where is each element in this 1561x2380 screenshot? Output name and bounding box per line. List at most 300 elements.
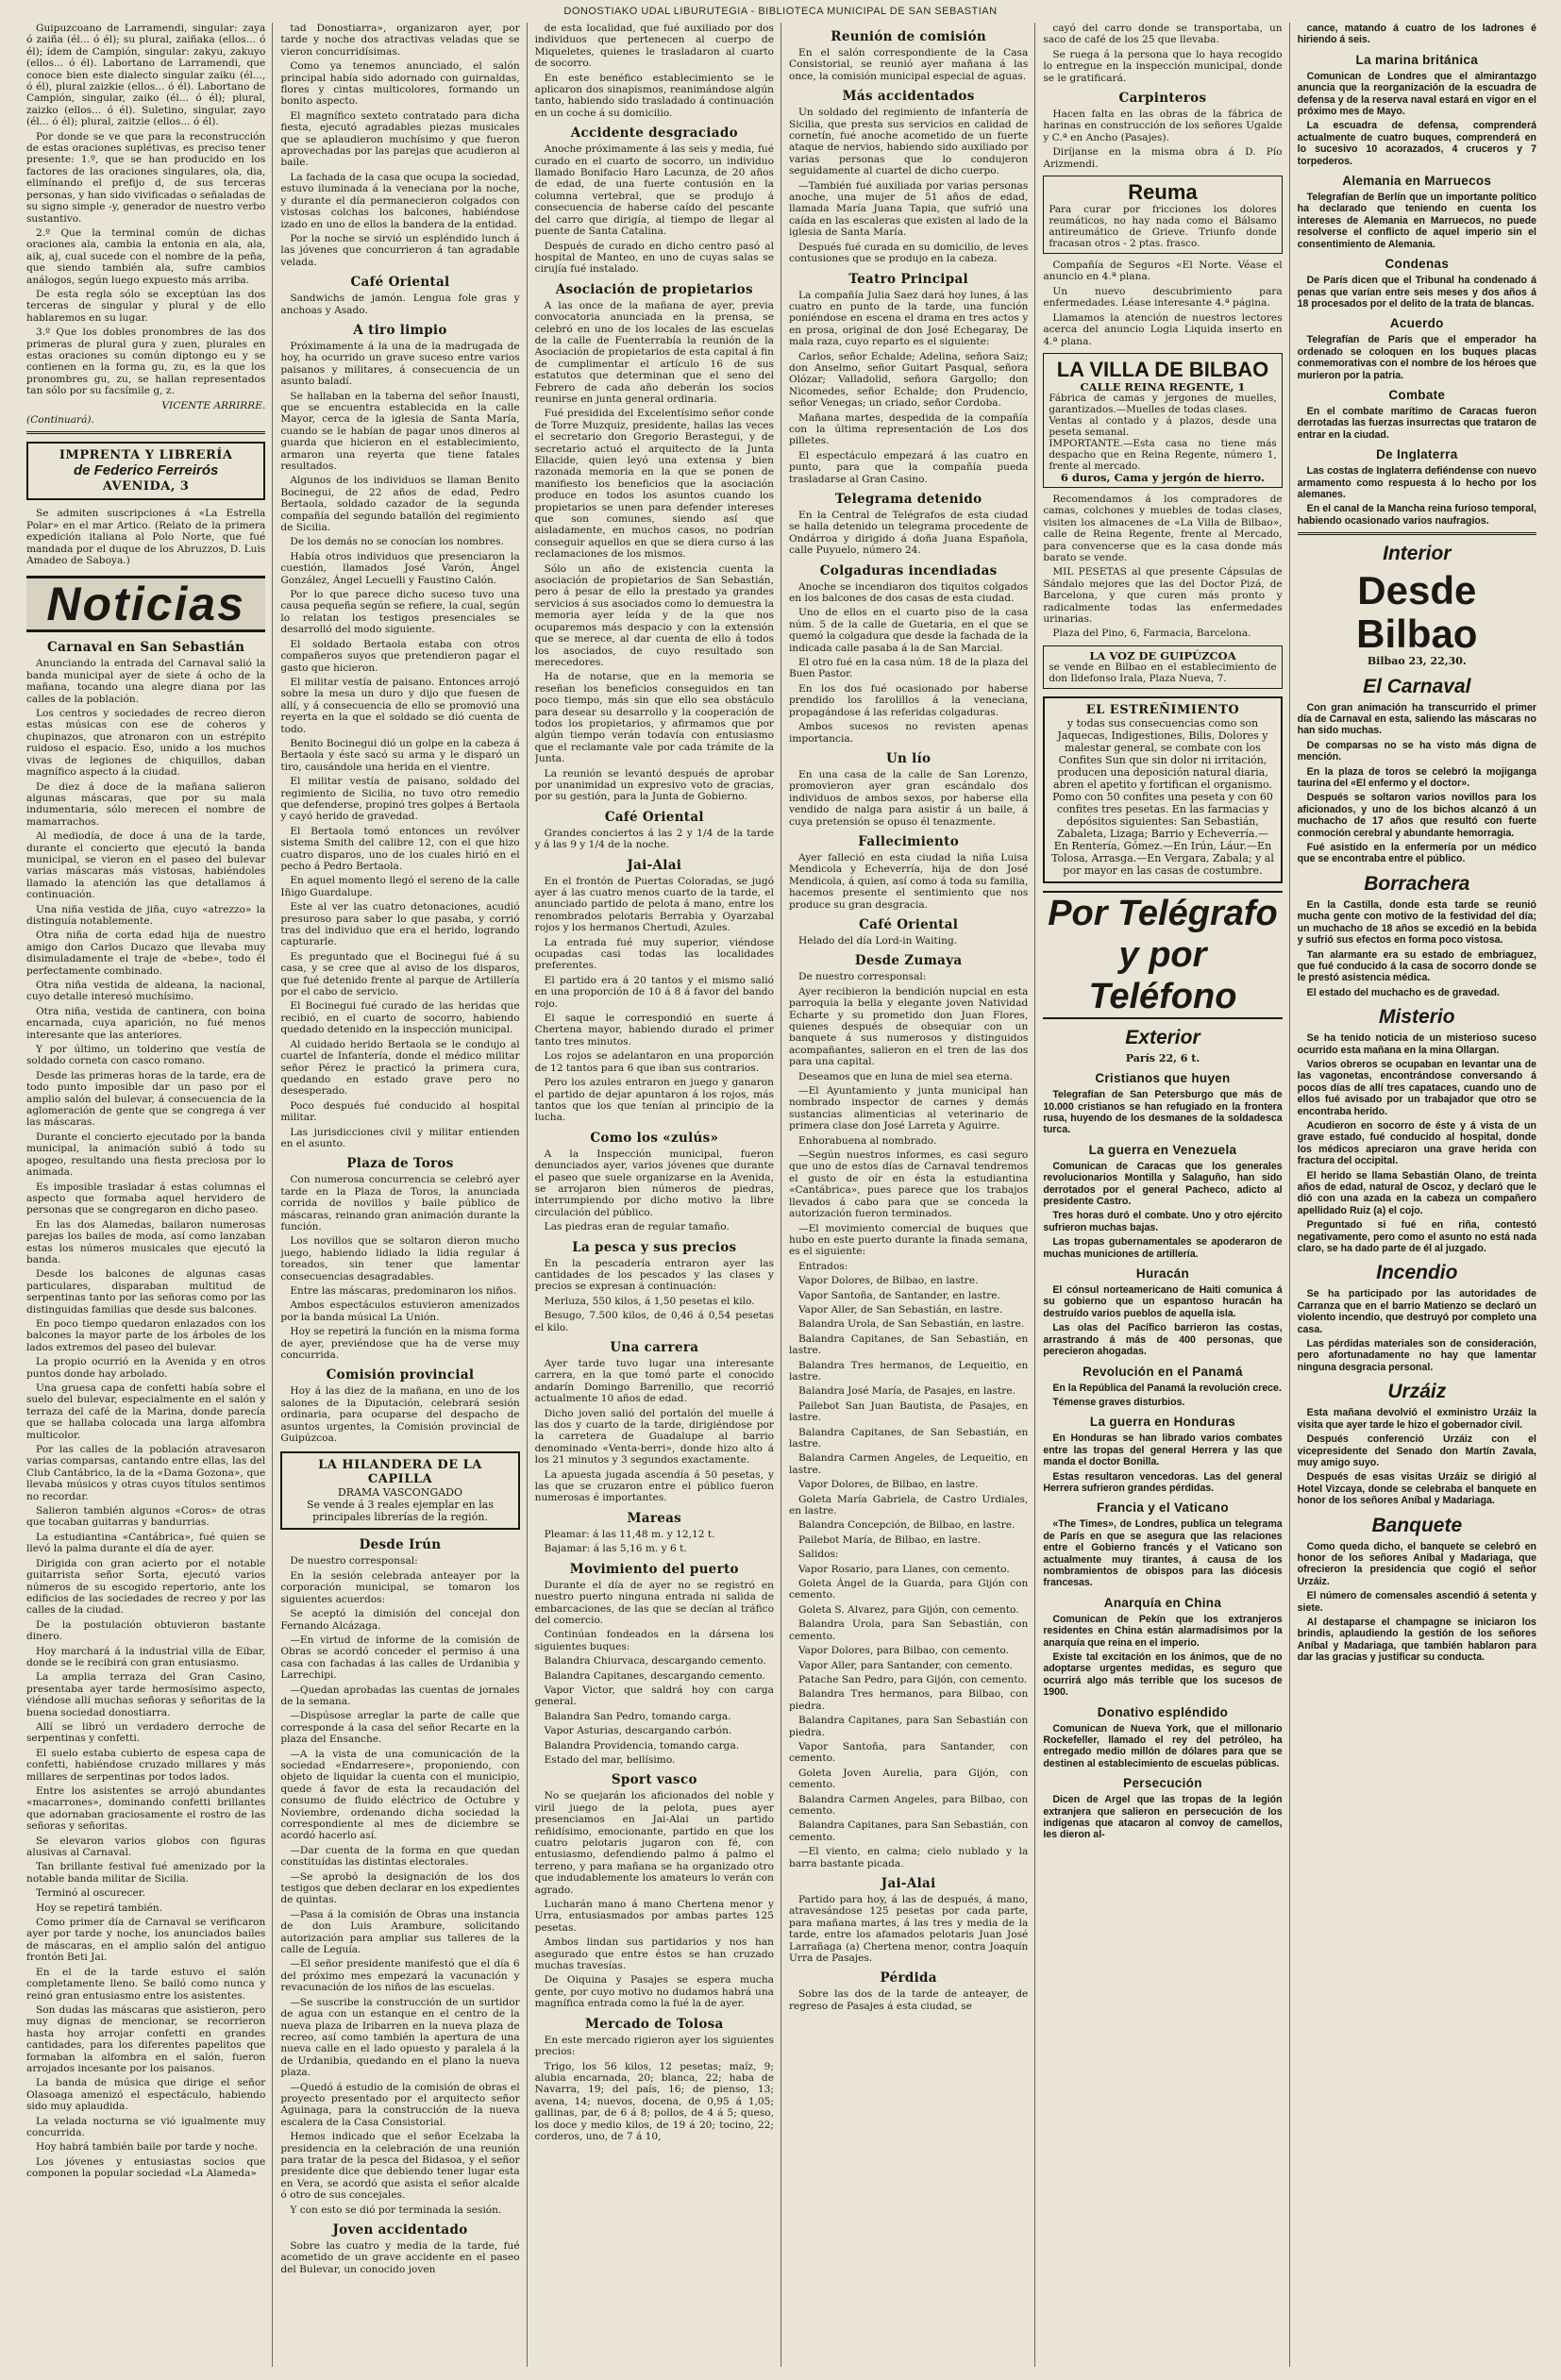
article-text: La compañía Julia Saez dará hoy lunes, á las cuatro en punto de la tarde, una función poniéndose en escena el drama en tres actos y en prosa, original de don José Echegaray, De mala raza, cuyo reparto es el siguiente: bbox=[788, 289, 1029, 348]
article-text: Goleta S. Alvarez, para Gijón, con cemento. bbox=[797, 1603, 1019, 1616]
section-masthead-noticias: Noticias bbox=[26, 576, 265, 632]
article-text: tad Donostiarra», organizaron ayer, por tarde y noche dos atractivas veladas que se vieron concurridísimas. bbox=[280, 23, 520, 58]
masthead-line: Por Telégrafo bbox=[1048, 893, 1278, 933]
article-text: —Quedó á estudio de la comisión de obras el proyecto presentado por el arquitecto señor Aguinaga, para la construcción de la nueva escalera de la Casa Consistorial. bbox=[280, 2081, 520, 2128]
headline: Plaza de Toros bbox=[346, 1156, 454, 1172]
article-text: En el de la tarde estuvo el salón completamente lleno. Se bailó como nunca y reinó gran entusiasmo entre los asistentes. bbox=[26, 1966, 266, 2002]
article-text: Tres horas duró el combate. Uno y otro ejército sufrieron muchas bajas. bbox=[1043, 1210, 1283, 1233]
article-text: —El Ayuntamiento y junta municipal han nombrado inspector de carnes y demás sustancias alimenticias al veterinario de primera clase don José Larreta y Aguirre. bbox=[788, 1085, 1029, 1132]
article-text: Pleamar: á las 11,48 m. y 12,12 t. bbox=[544, 1528, 715, 1540]
article-text: Patache San Pedro, para Gijón, con cemento. bbox=[797, 1673, 1028, 1685]
article-text: 2.º Que la terminal común de dichas oraciones ala, cambia la entonia en ala, ala, aik, aj, cual sucede con el nombre de la peña, que siendo también ala, sufre cambios análogos, según luego expuesto más arriba. bbox=[26, 226, 266, 286]
article-text: Se hallaban en la taberna del señor Inausti, que se encuentra establecida en la calle Mayor, cerca de la iglesia de Santa María, cuando se le habían de pagar unos dineros al guarda que hicieron en el establecimiento, armaron una reyerta que tiene fatales resultados. bbox=[280, 390, 520, 472]
article-text: Continúan fondeados en la dársena los siguientes buques: bbox=[534, 1629, 774, 1652]
ad-line: de Federico Ferreirós bbox=[73, 462, 219, 479]
article-text: De diez á doce de la mañana salieron algunas máscaras, que por su mala indumentaria, sólo merecen el nombre de mamarrachos. bbox=[26, 780, 266, 828]
article-text: Dicho joven salió del portalón del muelle á las dos y cuarto de la tarde, dirigiéndose por la carretera de Guadalupe al barrio denominado «Venta-berri», donde hizo alto á los 21 minutos y 3 segundos exactamente. bbox=[534, 1407, 774, 1467]
article-text: Entrados: bbox=[797, 1260, 848, 1272]
article-text: Se elevaron varios globos con figuras alusivas al Carnaval. bbox=[26, 1835, 266, 1859]
article-text: Tan alarmante era su estado de embriaguez, que fué conducido á la casa de socorro donde se le prestó asistencia médica. bbox=[1297, 948, 1536, 984]
ad-subtitle: DRAMA VASCONGADO bbox=[337, 1486, 463, 1500]
dateline: Bilbao 23, 22,30. bbox=[1367, 655, 1467, 668]
article-text: Balandra Chiurvaca, descargando cemento. bbox=[544, 1655, 766, 1668]
article-text: Plaza del Pino, 6, Farmacia, Barcelona. bbox=[1052, 628, 1251, 640]
article-text: cayó del carro donde se transportaba, un saco de café de los 25 que llevaba. bbox=[1043, 23, 1283, 46]
article-text: —Se suscribe la construcción de un surtidor de agua con un estanque en el centro de la nueva plaza de Iribarren en la nueva plaza de recreo, así como también la apertura de una nueva calle en el lado opuesto y paralela á la de Urdanibia, quedando en el plano la nueva plaza. bbox=[280, 1996, 520, 2079]
article-text: —También fué auxiliada por varias personas anoche, una mujer de 51 años de edad, llamada María Juana Tapia, que sufrió una caída en las escaleras que existen al lado de la iglesia de Santa María. bbox=[788, 179, 1029, 239]
article-text: Mañana martes, despedida de la compañía con la última representación de Los dos pilletes. bbox=[788, 411, 1029, 447]
article-text: Estado del mar, bellísimo. bbox=[544, 1753, 676, 1766]
article-text: Una niña vestida de jiña, cuyo «atrezzo» la distinguía notablemente. bbox=[26, 903, 266, 927]
article-text: Balandra Capitanes, de San Sebastián, en lastre. bbox=[788, 1332, 1029, 1357]
article-text: El militar vestía de paisano. Entonces arrojó sobre la mesa un duro y dijo que fuesen de allí, y á consecuencia de ello se promovió una reyerta en la que el soldado se dió cuenta de todo. bbox=[280, 676, 520, 735]
article-signature: VICENTE ARRIRRE. bbox=[161, 399, 266, 411]
article-text: La fachada de la casa que ocupa la sociedad, estuvo iluminada á la veneciana por la noche, y durante el día permanecieron colgados con vistosas colchas los balcones, habiéndose izado en uno de ellos la bandera de la entidad. bbox=[280, 171, 520, 230]
article-text: El herido se llama Sebastián Olano, de treinta años de edad, natural de Oscoz, y declaró que le dió con una azada en la cabeza un compañero apellidado Ruiz (a) el cojo. bbox=[1297, 1169, 1536, 1216]
article-text: Balandra Tres hermanos, de Lequeitio, en lastre. bbox=[788, 1359, 1029, 1383]
article-text: Llamamos la atención de nuestros lectores acerca del anuncio Logia Liquida inserto en 4.ª plana. bbox=[1043, 311, 1283, 347]
article-text: En aquel momento llegó el sereno de la calle Iñigo Guardalupe. bbox=[280, 875, 520, 898]
article-text: Balandra Tres hermanos, para Bilbao, con piedra. bbox=[788, 1688, 1029, 1712]
ad-address: CALLE REINA REGENTE, 1 bbox=[1080, 379, 1246, 394]
article-text: Grandes conciertos á las 2 y 1/4 de la tarde y á las 9 y 1/4 de la noche. bbox=[534, 827, 774, 851]
article-text: Balandra Carmen Angeles, para Bilbao, con cemento. bbox=[788, 1793, 1029, 1817]
headline: Donativo espléndido bbox=[1097, 1704, 1229, 1719]
article-text: Vapor Aller, para Santander, con cemento. bbox=[797, 1659, 1013, 1671]
article-text: Ayer recibieron la bendición nupcial en esta parroquia la bella y elegante joven Natividad Echarte y su prometido don Juan Flores, quienes después de obsequiar con un banquete á sus numerosos y distinguidos acompañantes, salieron en el tren de las dos para una capital. bbox=[788, 985, 1029, 1068]
article-text: Pailebot María, de Bilbao, en lastre. bbox=[797, 1534, 982, 1546]
article-text: De esta regla sólo se exceptúan las dos terceras de singular y plural y de ello hablaremos en su lugar. bbox=[26, 288, 266, 324]
article-text: Como ya tenemos anunciado, el salón principal había sido adornado con guirnaldas, flores y cintas multicolores, formando un bonito aspecto. bbox=[280, 60, 520, 108]
article-text: Ayer tarde tuvo lugar una interesante carrera, en la que tomó parte el conocido andarín Domingo Barrenillo, que recorrió actualmente 10 años de edad. bbox=[534, 1358, 774, 1405]
article-text: De París dicen que el Tribunal ha condenado á penas que varían entre seis meses y dos años á 18 procesados por el delito de la trata de blancas. bbox=[1297, 275, 1536, 310]
article-text: Como queda dicho, el banquete se celebró en honor de los señores Aníbal y Madariaga, que ofrecieron la presidencia que cogió el señor Urzáiz. bbox=[1297, 1540, 1536, 1587]
article-text: Son dudas las máscaras que asistieron, pero muy dignas de mencionar, se recorrieron hasta hoy arrojar confetti en grandes cantidades, para los diferentes papelitos que formaban la alfombra en el salón, fueron arrojados incesante por los paisanos. bbox=[26, 2003, 266, 2074]
column-4 bbox=[789, 23, 1035, 2367]
article-text: Un nuevo descubrimiento para enfermedades. Léase interesante 4.ª página. bbox=[1043, 285, 1283, 310]
article-text: Desde las primeras horas de la tarde, era de todo punto imposible dar un paso por el amplio salón del bulevar, á consecuencia de la aglomeración de gente que se congrega á ver las máscaras. bbox=[26, 1069, 266, 1129]
ad-title: LA HILANDERA DE LA CAPILLA bbox=[318, 1458, 482, 1487]
estrenimiento-ad bbox=[1043, 696, 1282, 883]
article-text: El suelo estaba cubierto de espesa capa de confetti, habiéndose cruzado millares y más millares de serpentinas por todos lados. bbox=[26, 1747, 266, 1783]
article-text: Se aceptó la dimisión del concejal don Fernando Alcázaga. bbox=[280, 1608, 520, 1632]
article-text: El estado del muchacho es de gravedad. bbox=[1306, 986, 1500, 998]
article-text: Deseamos que en luna de miel sea eterna. bbox=[797, 1070, 1014, 1082]
article-text: Partido para hoy, á las de después, á mano, atravesándose 125 pesetas por cada parte, para mañana martes, á las tres y media de la tarde, entre los afamados pelotaris Juan José Larrañaga (a) Chertena menor, contra Joaquín Urra de Pasajes. bbox=[788, 1894, 1029, 1965]
headline: Asociación de propietarios bbox=[555, 281, 753, 297]
article-text: Como primer día de Carnaval se verificaron ayer por tarde y noche, los anunciados bailes de máscaras, en el amplio salón del antiguo frontón Beti Jai. bbox=[26, 1917, 266, 1964]
article-text: Por las calles de la población atravesaron varias comparsas, cantando entre ellas, las del Club Cantábrico, la de la «Dama Gozona», que llevaba músicos y otras cuyos títulos sentimos no recordar. bbox=[26, 1444, 266, 1502]
subsection-title: Misterio bbox=[1379, 1006, 1455, 1029]
article-text: Al cuidado herido Bertaola se le condujo al cuartel de Infantería, donde el médico militar señor Pérez le practicó la primera cura, quedando en estado grave pero no desesperado. bbox=[280, 1038, 520, 1098]
article-text: Las pérdidas materiales son de consideración, pero afortunadamente no hay que lamentar ninguna desgracia personal. bbox=[1297, 1338, 1536, 1373]
article-text: Se ruega á la persona que lo haya recogido lo entregue en la inspección municipal, donde se le gratificará. bbox=[1043, 48, 1283, 84]
article-text: Y con esto se dió por terminada la sesión. bbox=[290, 2204, 502, 2216]
article-text: Vapor Dolores, de Bilbao, en lastre. bbox=[797, 1479, 979, 1491]
article-text: Hoy marchará á la industrial villa de Eibar, donde se le recibirá con gran entusiasmo. bbox=[26, 1645, 266, 1668]
article-text: Sobre las cuatro y media de la tarde, fué acometido de un grave accidente en el paseo del Bulevar, un conocido joven bbox=[280, 2240, 520, 2275]
subsection-title: Urzáiz bbox=[1387, 1381, 1447, 1403]
article-text: La banda de música que dirige el señor Olasoaga amenizó el espectáculo, habiendo sido muy aplaudida. bbox=[26, 2077, 266, 2113]
article-text: En el salón correspondiente de la Casa Consistorial, se reunió ayer mañana á las once, la comisión municipal especial de aguas. bbox=[788, 47, 1029, 82]
headline: Desde Irún bbox=[359, 1537, 442, 1553]
ad-title: Reuma bbox=[1128, 180, 1198, 205]
ad-title: EL ESTREÑIMIENTO bbox=[1085, 702, 1240, 717]
masthead-line: y por Teléfono bbox=[1088, 934, 1237, 1016]
ad-title: LA VILLA DE BILBAO bbox=[1056, 357, 1269, 381]
article-text: Goleta María Gabriela, de Castro Urdiales, en lastre. bbox=[788, 1493, 1029, 1517]
article-text: Otra niña de corta edad hija de nuestro amigo don Carlos Ducazo que llevaba muy disimuladamente el traje de «bebe», todo él perfectamente combinado. bbox=[26, 930, 266, 977]
headline: La marina británica bbox=[1355, 52, 1479, 67]
article-text: Al mediodía, de doce á una de la tarde, durante el concierto que ejecutó la banda municipal, se vieron en el paseo del bulevar varias máscaras más vistosas, habiéndoles llamado la atención las que detallamos á continuación. bbox=[26, 830, 266, 901]
article-text: Sólo un año de existencia cuenta la asociación de propietarios de San Sebastián, pero á pesar de ello la prestado ya grandes servicios á sus asociados como lo demuestra la memoria ayer leída y de la que nos ocuparemos más despacio y con la extensión que se merece, al dar cuenta de ello á todos los asociados, de cuyo resultado son merecedores. bbox=[534, 562, 774, 668]
headline: Carnaval en San Sebastián bbox=[47, 640, 245, 656]
article-text: En las dos Alamedas, bailaron numerosas parejas los bailes de moda, así como lanzaban estas los números musicales que ejecutó la banda. bbox=[26, 1218, 266, 1265]
article-text: La entrada fué muy superior, viéndose ocupadas casi todas las localidades preferentes. bbox=[534, 936, 774, 972]
headline: Fallecimiento bbox=[858, 833, 960, 849]
article-text: —Según nuestros informes, es casi seguro que uno de estos días de Carnaval tendremos el gusto de oír en ésta la estudiantina «Cantábrica», pues parece que los trabajos llevados á cabo para que se conceda la autorización fueron terminados. bbox=[788, 1149, 1029, 1220]
article-text: Vapor Santoña, para Santander, con cemento. bbox=[788, 1740, 1029, 1765]
article-text: Los novillos que se soltaron dieron mucho juego, habiendo lidiado la lidia regular á toreados, sin tener que lamentar consecuencias desagradables. bbox=[280, 1235, 520, 1282]
article-text: 3.º Que los dobles pronombres de las dos primeras de plural gura y zuen, plurales en estas oraciones su común diptongo eu y se contienen en la forma gu, zu, es la que los pronombres gu, zu, se hallan representados tan sólo por su facsímile g, z. bbox=[26, 327, 266, 397]
headline: Café Oriental bbox=[859, 916, 959, 932]
article-text: Besugo, 7.500 kilos, de 0,46 á 0,54 pesetas el kilo. bbox=[534, 1310, 774, 1333]
headline: Telegrama detenido bbox=[834, 492, 982, 507]
article-text: Trigo, los 56 kilos, 12 pesetas; maíz, 9; alubia encarnada, 20; blanca, 22; haba de Navarra, 19; del país, 16; de pienso, 13; avena, 14; nuevos, docena, de 0,95 á 1,05; gallinas, par, de 6 á 8; pollos, de 4 á 5; queso, los doce y medio kilos, de 19 á 20; tocino, 22; corderos, uno, de 7 á 10, bbox=[534, 2060, 774, 2142]
article-text: —Pasa á la comisión de Obras una instancia de don Luis Arambure, solicitando autorización para ampliar sus talleres de la calle de Leguía. bbox=[280, 1908, 520, 1956]
column-6 bbox=[1298, 23, 1536, 2367]
article-text: En el canal de la Mancha reina furioso temporal, habiendo ocasionado varios naufragios. bbox=[1297, 503, 1536, 527]
headline: Cristianos que huyen bbox=[1095, 1071, 1231, 1086]
divider bbox=[1298, 532, 1536, 535]
headline: Café Oriental bbox=[604, 809, 704, 825]
article-text: Otra niña vestida de aldeana, la nacional, cuyo detalle interesó muchísimo. bbox=[26, 980, 266, 1003]
article-text: —El señor presidente manifestó que el día 6 del próximo mes empezará la vacunación y revacunación de los niños de las escuelas. bbox=[280, 1958, 520, 1994]
article-text: Sobre las dos de la tarde de anteayer, de regreso de Pasajes á esta ciudad, se bbox=[788, 1988, 1029, 2012]
voz-de-guipuzcoa-ad bbox=[1043, 645, 1282, 689]
article-text: Con numerosa concurrencia se celebró ayer tarde en la Plaza de Toros, la anunciada corrida de novillos y baile público de máscaras, reinando gran animación durante la función. bbox=[280, 1174, 520, 1232]
article-text: Comunican de Londres que el almirantazgo anuncia que la reorganización de la escuadra de defensa y de la reserva naval estará en vigor en el próximo mes de Mayo. bbox=[1297, 70, 1536, 118]
article-text: Después de esas visitas Urzáiz se dirigió al Hotel Vizcaya, donde se celebraba el banquete en honor de los señores Aníbal y Madariaga. bbox=[1297, 1471, 1536, 1507]
article-text: Allí se libró un verdadero derroche de serpentinas y confetti. bbox=[26, 1720, 266, 1745]
article-text: «The Times», de Londres, publica un telegrama de París en que se asegura que las relaciones entre el Gobierno francés y el Vaticano son actualmente muy tirantes, á causa de los nombramientos de obispos para las diócesis francesas. bbox=[1043, 1518, 1283, 1589]
article-text: —Dispúsose arreglar la parte de calle que corresponde á la casa del señor Recarte en la plaza del Ensanche. bbox=[280, 1710, 520, 1746]
article-text: Al destaparse el champagne se iniciaron los brindis, aplaudiendo la gestión de los señores Aníbal y Madariaga, que también hablaron para dar las gracias y justificar su conducta. bbox=[1297, 1616, 1536, 1664]
article-text: Acudieron en socorro de éste y á vista de un grave estado, fué conducido al hospital, donde los médicos apreciaron una grave herida con fractura del occipital. bbox=[1297, 1119, 1536, 1167]
ad-text: Ventas al contado y á plazos, desde una peseta semanal. bbox=[1049, 414, 1277, 438]
article-text: Entre las máscaras, predominaron los niños. bbox=[290, 1285, 517, 1297]
column-1 bbox=[26, 23, 273, 2367]
article-text: Balandra Urola, de San Sebastián, en lastre. bbox=[797, 1318, 1025, 1331]
headline: Comisión provincial bbox=[326, 1367, 475, 1383]
article-text: Después conferenció Urzáiz con el vicepresidente del Senado don Martín Zavala, muy amigo suyo. bbox=[1297, 1433, 1536, 1468]
article-text: Hoy se repetirá también. bbox=[36, 1902, 163, 1914]
article-text: Uno de ellos en el cuarto piso de la casa núm. 5 de la calle de Guetaria, en el que se quemó la colgadura que desde la fachada de la indicada calle pasaba á la de San Marcial. bbox=[788, 607, 1029, 654]
divider bbox=[26, 431, 265, 434]
article-text: Telegrafían de Berlín que un importante político ha declarado que teniendo en cuenta los intereses de Alemania en Marruecos, no puede resolverse el conflicto de aquel imperio sin el consentimiento de Alemania. bbox=[1297, 192, 1536, 250]
reuma-ad bbox=[1043, 176, 1282, 254]
article-text: En la Castilla, donde esta tarde se reunió mucha gente con motivo de la festividad del día; un muchacho de 18 años se excedió en la bebida y sufrió sus efectos en forma poco vistosa. bbox=[1297, 898, 1536, 947]
article-text: La amplia terraza del Gran Casino, presentaba ayer tarde hermosísimo aspecto, viéndose allí muchas señoras y señoritas de la buena sociedad donostiarra. bbox=[26, 1671, 266, 1718]
ad-text: se vende en Bilbao en el establecimiento de don Ildefonso Irala, Plaza Nueva, 7. bbox=[1049, 661, 1277, 684]
article-text: De comparsas no se ha visto más digna de mención. bbox=[1297, 739, 1536, 763]
article-text: Existe tal excitación en los ánimos, que de no adoptarse urgentes medidas, es seguro que ocurrirá algo más terrible que los sucesos de 1900. bbox=[1043, 1651, 1283, 1699]
article-text: Las costas de Inglaterra defiéndense con nuevo armamento como respuesta á lo hecho por los alemanes. bbox=[1297, 465, 1536, 500]
headline: La guerra en Venezuela bbox=[1088, 1142, 1237, 1157]
article-text: Por la noche se sirvió un espléndido lunch á las jóvenes que concurrieron á tan agradable velada. bbox=[280, 232, 520, 268]
article-text: Varios obreros se ocupaban en levantar una de las vagonetas, encontrándose conversando á pocos días de allí tres capataces, cuando uno de ellos fué avisado por un trabajador que otro se encontraba herido. bbox=[1297, 1058, 1536, 1117]
headline: Revolución en el Panamá bbox=[1083, 1364, 1243, 1379]
article-text: Lucharán mano á mano Chertena menor y Urra, entusiasmados por ambas partes 125 pesetas. bbox=[534, 1899, 774, 1934]
article-text: Compañía de Seguros «El Norte. Véase el anuncio en 4.ª plana. bbox=[1043, 260, 1283, 283]
desde-bilbao-title: Desde Bilbao bbox=[1356, 568, 1478, 657]
continued-note: (Continuará). bbox=[26, 414, 94, 426]
article-text: Balandra Capitanes, para San Sebastián, con cemento. bbox=[788, 1819, 1029, 1843]
article-text: Ayer falleció en esta ciudad la niña Luisa Mendicola y Echeverría, hija de don José Mendicola, á quien, así como á toda su familia, hacemos presente el sentimiento que nos produce su gran desgracia. bbox=[788, 851, 1029, 911]
article-text: Terminó al oscurecer. bbox=[36, 1887, 146, 1900]
article-text: Algunos de los individuos se llaman Benito Bocinegui, de 22 años de edad, Pedro Bertaola, soldado cazador de la segunda compañía del segundo batallón del regimiento de Sicilia. bbox=[280, 475, 520, 534]
article-text: Próximamente á la una de la madrugada de hoy, ha ocurrido un grave suceso entre varios paisanos y militares, á consecuencia de un asunto baladí. bbox=[280, 340, 520, 388]
headline: La guerra en Honduras bbox=[1089, 1415, 1236, 1430]
article-text: de esta localidad, que fué auxiliado por dos individuos que pertenecen al cuerpo de Miqueletes, quienes le trasladaron al cuarto de socorro. bbox=[534, 23, 774, 70]
article-text: Vapor Dolores, para Bilbao, con cemento. bbox=[797, 1645, 1009, 1657]
headline: Sport vasco bbox=[611, 1772, 697, 1788]
headline: Alemania en Marruecos bbox=[1342, 174, 1492, 189]
article-text: Estas resultaron vencedoras. Las del general Herrera sufrieron grandes pérdidas. bbox=[1043, 1470, 1283, 1494]
article-text: En la pescadería entraron ayer las cantidades de los pescados y las clases y precios se expresan á continuación: bbox=[534, 1257, 774, 1293]
article-text: Anoche se incendiaron dos tiquitos colgados en los balcones de dos casas de esta ciudad. bbox=[788, 580, 1029, 605]
column-3 bbox=[535, 23, 781, 2367]
ad-text: Se vende á 3 reales ejemplar en las principales librerías de la región. bbox=[306, 1499, 494, 1524]
article-text: A las once de la mañana de ayer, previa convocatoria anunciada en la prensa, se celebró en uno de los locales de las escuelas de la calle de Fuenterrabía la reunión de la Asociación de propietarios de esta capital á fin de cumplimentar el artículo 16 de sus estatutos que determinan que el seno del Febrero de cada año deberán los socios reunirse en junta general ordinaria. bbox=[534, 299, 774, 405]
headline: Jai-Alai bbox=[627, 857, 682, 873]
article-text: Por lo que parece dicho suceso tuvo una causa pequeña según se refiere, la cual, según lo relatan los testigos presenciales se desarrolló del modo siguiente. bbox=[280, 589, 520, 636]
headline: Francia y el Vaticano bbox=[1097, 1500, 1229, 1516]
headline: Huracán bbox=[1135, 1266, 1190, 1282]
article-text: Es preguntado que el Bocinegui fué á su casa, y se cree que al aviso de los disparos, que fué detenido frente al parque de Artillería por el cabo de servicio. bbox=[280, 950, 520, 998]
article-text: Con gran animación ha transcurrido el primer día de Carnaval en esta, saliendo las máscaras no han sido muchas. bbox=[1297, 701, 1536, 737]
article-text: Esta mañana devolvió el exministro Urzáiz la visita que ayer tarde le hizo el gobernador civil. bbox=[1297, 1407, 1536, 1431]
article-text: Telegrafían de París que el emperador ha ordenado se coloquen en los buques placas conmemorativas con el nombre de los héroes que murieron por la patria. bbox=[1297, 334, 1536, 381]
article-text: Balandra Capitanes, de San Sebastián, en lastre. bbox=[788, 1426, 1029, 1450]
article-text: En este benéfico establecimiento se le aplicaron dos sinapismos, reanimándose algún tanto, habiendo sido trasladado á continuación en un coche á su domicilio. bbox=[534, 72, 774, 119]
article-text: Después de curado en dicho centro pasó al hospital de Manteo, en uno de cuyas salas se cirujía fué instalado. bbox=[534, 240, 774, 276]
article-text: El otro fué en la casa núm. 18 de la plaza del Buen Pastor. bbox=[788, 657, 1029, 680]
article-text: Otra niña, vestida de cantinera, con boina encarnada, cuya aparición, no fué menos interesante que las anteriores. bbox=[26, 1005, 266, 1041]
article-text: Bajamar: á las 5,16 m. y 6 t. bbox=[544, 1543, 687, 1555]
subsection-title: El Carnaval bbox=[1363, 675, 1471, 697]
article-text: Hoy habrá también baile por tarde y noche. bbox=[36, 2141, 258, 2154]
article-text: Ha de notarse, que en la memoria se reseñan los beneficios conseguidos en tan poco tiempo, más sin que ello sea obstáculo para desear su desarrollo y la cooperación de todos los propietarios, y afirmamos que por algún tiempo verán todavía con entusiasmo que el reclamante vale por cada trámite de la Junta. bbox=[534, 671, 774, 765]
article-text: Un soldado del regimiento de infantería de Sicilia, que presta sus servicios en calidad de cornetín, fué anoche acometido de un fuerte ataque de nervios, habiendo sido auxiliado por varias personas que lo condujeron seguidamente al cuartel de dicho cuerpo. bbox=[788, 107, 1029, 177]
article-text: Recomendamos á los compradores de camas, colchones y muebles de todas clases, visiten los almacenes de «La Villa de Bilbao», calle de Reina Regente, frente al Mercado, para convencerse que es la casa donde más barato se vende. bbox=[1043, 493, 1283, 563]
article-text: Después se soltaron varios novillos para los aficionados, y uno de los bichos alcanzó á un muchacho de 17 años que resultó con fuerte conmoción cerebral y abundante hemorragia. bbox=[1297, 792, 1536, 839]
article-text: Se ha tenido noticia de un misterioso suceso ocurrido esta mañana en la mina Ollargan. bbox=[1297, 1032, 1536, 1056]
section-title-interior: Interior bbox=[1383, 543, 1452, 565]
article-text: En este mercado rigieron ayer los siguientes precios: bbox=[534, 2034, 774, 2058]
article-text: El cónsul norteamericano de Haiti comunica á su gobierno que un espantoso huracán ha destruído varios pueblos de aquella isla. bbox=[1043, 1284, 1283, 1319]
archive-header: DONOSTIAKO UDAL LIBURUTEGIA - BIBLIOTECA MUNICIPAL DE SAN SEBASTIAN bbox=[563, 6, 998, 17]
article-text: A la Inspección municipal, fueron denunciados ayer, varios jóvenes que durante el paseo que suele organizarse en la Avenida, se arrojaron bien números de piedras, interrumpiendo por dicho motivo la libre circulación del público. bbox=[534, 1148, 774, 1218]
article-text: En los dos fué ocasionado por haberse prendido los farolillos á la veneciana, propagándose á las referidas colgaduras. bbox=[788, 682, 1029, 718]
article-text: Diríjanse en la misma obra á D. Pío Arizmendi. bbox=[1043, 146, 1283, 170]
article-text: —Dar cuenta de la forma en que quedan constituídas las distintas electorales. bbox=[280, 1844, 520, 1869]
article-text: En la República del Panamá la revolución crece. bbox=[1052, 1382, 1282, 1394]
headline: Un lío bbox=[885, 750, 932, 766]
headline: Jai-Alai bbox=[881, 1876, 936, 1891]
article-text: De Oiquina y Pasajes se espera mucha gente, por cuyo motivo no dudamos habrá una magnífica entrada como la fué la de ayer. bbox=[534, 1974, 774, 2010]
article-text: En la sesión celebrada anteayer por la corporación municipal, se tomaron los siguientes acuerdos: bbox=[280, 1569, 520, 1605]
article-text: Entre los asistentes se arrojó abundantes «macarrones», dominando confetti brillantes que adornaban graciosamente el rostro de las señoras y señoritas. bbox=[26, 1785, 266, 1833]
article-text: Balandra Concepción, de Bilbao, en lastre. bbox=[797, 1519, 1015, 1532]
subsection-title: Borrachera bbox=[1364, 872, 1470, 895]
article-text: En Honduras se han librado varios combates entre las tropas del general Herrera y las que manda el doctor Bonilla. bbox=[1043, 1433, 1283, 1468]
article-text: En poco tiempo quedaron enlazados con los balcones la mayor parte de los árboles de los lados extremos del paseo del bulevar. bbox=[26, 1317, 266, 1353]
article-text: La propio ocurrió en la Avenida y en otros puntos donde hay arbolado. bbox=[26, 1356, 266, 1380]
book-ad bbox=[280, 1451, 519, 1530]
article-text: Desde los balcones de algunas casas particulares, disparaban multitud de serpentinas tanto por las señoras como por las distinguidas familias que desde sus balcones. bbox=[26, 1268, 266, 1316]
section-masthead-telegrafo bbox=[1043, 891, 1282, 1019]
ad-text: Para curar por fricciones los dolores reumáticos, no hay nada como el Bálsamo antireumático de Grieve. Triunfo donde fracasan otros - 2 ptas. frasco. bbox=[1049, 204, 1277, 250]
article-text: Balandra José María, de Pasajes, en lastre. bbox=[797, 1385, 1015, 1398]
article-text: Helado del día Lord-in Waiting. bbox=[797, 934, 958, 947]
article-text: Había otros individuos que presenciaron la cuestión, llamados José Varón, Ángel González, Ángel Lecuelli y Faustino Calón. bbox=[280, 550, 520, 586]
article-text: Telegrafían de San Petersburgo que más de 10.000 cristianos se han refugiado en la frontera rusa, huyendo de los desmanes de la soldadesca turca. bbox=[1043, 1089, 1283, 1136]
article-text: El partido era á 20 tantos y el mismo salió en una proporción de 10 á 8 á favor del bando rojo. bbox=[534, 974, 774, 1010]
article-text: Benito Bocinegui dió un golpe en la cabeza á Bertaola y éste sacó su arma y le disparó un tiro, causándole una herida en el vientre. bbox=[280, 737, 520, 773]
headline: Mercado de Tolosa bbox=[585, 2016, 724, 2032]
dateline: París 22, 6 t. bbox=[1125, 1051, 1200, 1064]
article-text: Es imposible trasladar á estas columnas el aspecto que formaba aquel hervidero de personas que se congregaron en dicho paseo. bbox=[26, 1181, 266, 1216]
column-5 bbox=[1043, 23, 1289, 2367]
subsection-title: Banquete bbox=[1371, 1514, 1463, 1536]
article-text: Carlos, señor Echalde; Adelina, señora Saiz; don Anselmo, señor Guitart Pasqual, señora Olózar; Valladolid, señora Gargollo; don Nicomedes, señor Echalde; don Prudencio, señor Venegas; un criado, señor Cordoba. bbox=[788, 350, 1029, 410]
article-text: Durante el concierto ejecutado por la banda municipal, la animación subió á todo su apogeo, resultando una fiesta preciosa por lo animada. bbox=[26, 1131, 266, 1179]
article-text: Enhorabuena al nombrado. bbox=[797, 1134, 937, 1147]
article-text: Por donde se ve que para la reconstrucción de estas oraciones suplétivas, es preciso tener presente: 1.º, que se han producido en los factores de las oraciones singulares, ola, dia, elimínando el prefijo d, de sus terceras personas, y han sido vivificadas o señaladas de su signo simple -y, generador de nuestro verbo sustantivo. bbox=[26, 130, 266, 225]
article-text: Balandra Urola, para San Sebastián, con cemento. bbox=[788, 1618, 1029, 1642]
article-text: La estudiantina «Cantábrica», fué quien se llevó la palma durante el día de ayer. bbox=[26, 1531, 266, 1555]
article-text: Merluza, 550 kilos, á 1,50 pesetas el kilo. bbox=[544, 1295, 755, 1307]
headline: Mareas bbox=[627, 1510, 682, 1526]
article-text: Salidos: bbox=[797, 1549, 839, 1561]
article-text: Fué presidida del Excelentísimo señor conde de Torre Muzquiz, presidente, hallas las veces el secretario don Gregorio Berastegui, y de secretario actuó el arquitecto de la Junta Ellacide, quien leyó una extensa y bien razonada memoria en la que se ponen de manifiesto los beneficios que la asociación produce en todos los asuntos cuando los propietarios se unen para defender intereses que son comunes, siendo así que aisladamente, en muchos casos, no podrían conseguir aquellos en que se diera curso á las reclamaciones de los mismos. bbox=[534, 408, 774, 561]
article-text: El militar vestía de paisano, soldado del regimiento de Sicilia, no tuvo otro remedio que defenderse, propinó tres golpes á Bertaola y cayó herido de gravedad. bbox=[280, 776, 520, 823]
article-text: De la postulación obtuvieron bastante dinero. bbox=[26, 1618, 266, 1643]
article-text: La escuadra de defensa, comprenderá actualmente de cuatro buques, comprenderá en lo sucesivo 10 acorazados, 4 cruceros y 7 torpederos. bbox=[1297, 120, 1536, 167]
villa-de-bilbao-ad bbox=[1043, 353, 1282, 488]
article-text: Dicen de Argel que las tropas de la legión extranjera que salieron en persecución de los indígenas que atacaron al convoy de camellos, les dieron al- bbox=[1043, 1794, 1283, 1841]
article-text: De nuestro corresponsal: bbox=[290, 1555, 418, 1567]
article-text: El saque le correspondió en suerte á Chertena mayor, habiendo durado el primer tanto tres minutos. bbox=[534, 1013, 774, 1048]
ad-title: LA VOZ DE GUIPÚZCOA bbox=[1089, 648, 1236, 662]
article-text: Vapor Santoña, de Santander, en lastre. bbox=[797, 1289, 1000, 1301]
article-text: Comunican de Nueva York, que el millonario Rockefeller, llamado el rey del petróleo, ha entregado medio millón de dólares para que se destinen al establecimiento de escuelas públicas. bbox=[1043, 1722, 1283, 1769]
article-text: Y por último, un tolderino que vestía de soldado corneta con casco romano. bbox=[26, 1044, 266, 1067]
headline: Café Oriental bbox=[350, 275, 450, 291]
article-text: Balandra Capitanes, para San Sebastián con piedra. bbox=[788, 1715, 1029, 1738]
headline: Condenas bbox=[1385, 257, 1450, 272]
article-text: El soldado Bertaola estaba con otros compañeros suyos que pretendieron pagar el gasto que hicieron. bbox=[280, 638, 520, 674]
headline: Joven accidentado bbox=[332, 2222, 468, 2238]
article-text: Vapor Aller, de San Sebastián, en lastre. bbox=[797, 1303, 1003, 1316]
article-text: Las tropas gubernamentales se apoderaron de muchas municiones de artillería. bbox=[1043, 1236, 1283, 1260]
article-text: Vapor Rosario, para Llanes, con cemento. bbox=[797, 1563, 1010, 1575]
article-text: Balandra San Pedro, tomando carga. bbox=[544, 1710, 731, 1722]
article-text: Los jóvenes y entusiastas socios que componen la popular sociedad «La Alameda» bbox=[26, 2155, 266, 2180]
article-text: En una casa de la calle de San Lorenzo, promovieron ayer gran escándalo dos individuos de ambos sexos, por haberse ella vendido de nalga para asistir á un baile, á cuya pretensión se opuso él tenazmente. bbox=[788, 768, 1029, 828]
article-text: Hoy á las diez de la mañana, en uno de los salones de la Diputación, celebrará sesión ordinaria, para ocuparse del despacho de asuntos urgentes, la Comisión provincial de Guipúzcoa. bbox=[280, 1385, 520, 1445]
headline: Teatro Principal bbox=[848, 271, 968, 287]
headline: Movimiento del puerto bbox=[569, 1561, 739, 1577]
article-text: Vapor Dolores, de Bilbao, en lastre. bbox=[797, 1275, 979, 1287]
article-text: Pailebot San Juan Bautista, de Pasajes, en lastre. bbox=[788, 1400, 1029, 1424]
ad-text: y todas sus consecuencias como son Jaquecas, Indigestiones, Bilis, Dolores y malestar general, se combate con los Confites Sun que sin dolor ni irritación, producen una deposición natural diaria, abren el apetito y fortifican el organismo. Pomo con 50 confites una peseta y con 60 confites tres pesetas. En las farmacias y depósitos siguientes: San Sebastián, Zabaleta, Lizaga; Barrio y Echeverría.—En Rentería, Gómez.—En Irún, Láur.—En Tolosa, Arrasga.—En Vergara, Zabala; y al por mayor en las casas de costumbre. bbox=[1051, 716, 1274, 877]
subsection-title: Incendio bbox=[1376, 1262, 1458, 1284]
article-text: Fué asistido en la enfermería por un médico que se encontraba entre el público. bbox=[1297, 842, 1536, 865]
article-text: Las olas del Pacífico barrieron las costas, arrastrando á más de 400 personas, que perecieron ahogadas. bbox=[1043, 1322, 1283, 1358]
headline: Desde Zumaya bbox=[854, 953, 963, 969]
section-title-exterior: Exterior bbox=[1125, 1026, 1200, 1048]
article-text: La reunión se levantó después de aprobar por unanimidad un expresivo voto de gracias, por su gestión, para la Junta de Gobierno. bbox=[534, 767, 774, 803]
article-text: Este al ver las cuatro detonaciones, acudió presuroso para saber lo que pasaba, y corrió tras del individuo que era el herido, logrando capturarle. bbox=[280, 901, 520, 948]
headline: La pesca y sus precios bbox=[572, 1239, 737, 1255]
article-text: Anunciando la entrada del Carnaval salió la banda municipal ayer de siete á ocho de la mañana, tocando una alegre diana por las calles de la población. bbox=[26, 658, 266, 705]
article-text: Se admiten suscripciones á «La Estrella Polar» en el mar Artico. (Relato de la primera expedición italiana al Polo Norte, que fué mandada por el duque de los Abruzzos, D. Luis Amadeo de Saboya.) bbox=[26, 508, 266, 567]
headline: Persecución bbox=[1123, 1776, 1202, 1791]
article-text: Sandwichs de jamón. Lengua fole gras y anchoas y Asado. bbox=[280, 293, 520, 316]
article-text: Guipuzcoano de Larramendi, singular: zaya ó zaiña (él... ó él); su plural, zaiñaka (ellos... ó él); ídem de Campión, singular: zakyu, zakuyo (ellos... ó él). Labortano de Larramendi, que conoce bien este dialecto singular zaiku (él..., ó él), plural zaizkie (ellos... ó él). Labortano de Campión, singular, zaiko (él... ó él); plural, zaizko (ellos... ó él). Suletino, singular, zayo (él... ó él); plural, zaitzie (ellos... ó él). bbox=[26, 23, 266, 128]
ad-text: Fábrica de camas y jergones de muelles, garantizados.—Muelles de todas clases. bbox=[1049, 392, 1277, 415]
article-text: Vapor Asturias, descargando carbón. bbox=[544, 1725, 732, 1737]
headline: Acuerdo bbox=[1389, 316, 1444, 331]
article-text: Balandra Carmen Angeles, de Lequeitio, en lastre. bbox=[788, 1452, 1029, 1476]
article-text: En la plaza de toros se celebró la mojiganga taurina del «El enfermo y el doctor». bbox=[1297, 765, 1536, 790]
article-text: MIL PESETAS al que presente Cápsulas de Sándalo mejores que las del Doctor Pizá, de Barcelona, y que curen más pronto y radicalmente todas las enfermedades urinarias. bbox=[1043, 566, 1283, 625]
article-text: Hacen falta en las obras de la fábrica de harinas en construcción de los señores Ugalde y C.ª en Ancho (Pasajes). bbox=[1043, 109, 1283, 143]
article-text: Comunican de Pekín que los extranjeros residentes en China están alarmadísimos por la anarquía que reina en el imperio. bbox=[1043, 1613, 1283, 1649]
article-text: En la Central de Telégrafos de esta ciudad se halla detenido un telegrama procedente de Ondárroa y dirigido á doña Juana Española, calle Puyuelo, número 24. bbox=[788, 510, 1029, 557]
headline: Más accidentados bbox=[842, 89, 975, 105]
newspaper-page bbox=[26, 23, 1536, 2367]
article-text: Hemos indicado que el señor Ecelzaba la presidencia en la celebración de una reunión para tratar de la pesca del Bidasoa, y el señor presidente dice que debiendo tener lugar esta en Vera, se acordó que asista el señor alcalde ó otro de sus concejales. bbox=[280, 2131, 520, 2202]
headline: A tiro limpio bbox=[353, 322, 447, 338]
article-text: Témense graves disturbios. bbox=[1052, 1396, 1185, 1408]
ad-text: IMPORTANTE.—Esta casa no tiene más despacho que en Reina Regente, número 1, frente al mercado. bbox=[1049, 437, 1277, 472]
article-text: Tan brillante festival fué amenizado por la notable banda militar de Sicilia. bbox=[26, 1861, 266, 1885]
headline: Una carrera bbox=[610, 1340, 699, 1355]
article-text: Goleta Ángel de la Guarda, para Gijón con cemento. bbox=[788, 1578, 1029, 1601]
headline: Accidente desgraciado bbox=[570, 126, 738, 142]
ad-line: AVENIDA, 3 bbox=[102, 479, 190, 494]
article-text: La apuesta jugada ascendía á 50 pesetas, y las que se cruzaron entre el público fueron numerosas é importantes. bbox=[534, 1468, 774, 1504]
headline: Combate bbox=[1388, 387, 1446, 402]
article-text: El magnífico sexteto contratado para dicha fiesta, ejecutó agradables piezas musicales que se aplaudieron muchísimo y que fueron aprovechadas por las parejas que acudieron al baile. bbox=[280, 109, 520, 169]
article-text: —Quedan aprobadas las cuentas de jornales de la semana. bbox=[280, 1684, 520, 1707]
article-text: Pero los azules entraron en juego y ganaron el partido de dejar apuntaron á los rojos, más tantos que los que tenían al principio de la lucha. bbox=[534, 1077, 774, 1124]
article-text: Goleta Joven Aurelia, para Gijón, con cemento. bbox=[788, 1767, 1029, 1791]
article-text: —Se aprobó la designación de los dos testigos que deben declarar en los expedientes de quintas. bbox=[280, 1870, 520, 1906]
article-text: Preguntado si fué en riña, contestó negativamente, pero como el asunto no está nada claro, se ha dado parte de él al juzgado. bbox=[1297, 1219, 1536, 1255]
article-text: —El movimiento comercial de buques que hubo en este puerto durante la finada semana, es el siguiente: bbox=[788, 1222, 1029, 1258]
article-text: —A la vista de una comunicación de la sociedad «Endarresere», proponiendo, con objeto de liquidar la cuenta con el municipio, quede á favor de esta la recaudación del consumo de fluido eléctrico de Octubre y Noviembre, ordenando dicha sociedad la correspondiente al mes de diciembre se acordó hacerlo así. bbox=[280, 1748, 520, 1842]
headline: De Inglaterra bbox=[1376, 447, 1458, 462]
article-text: Balandra Providencia, tomando carga. bbox=[544, 1739, 740, 1751]
headline: Carpinteros bbox=[1118, 91, 1207, 107]
article-text: Ambos espectáculos estuvieron amenizados por la banda músical La Unión. bbox=[280, 1299, 520, 1323]
ad-line: IMPRENTA Y LIBRERÍA bbox=[59, 448, 233, 463]
article-text: De nuestro corresponsal: bbox=[797, 971, 927, 983]
